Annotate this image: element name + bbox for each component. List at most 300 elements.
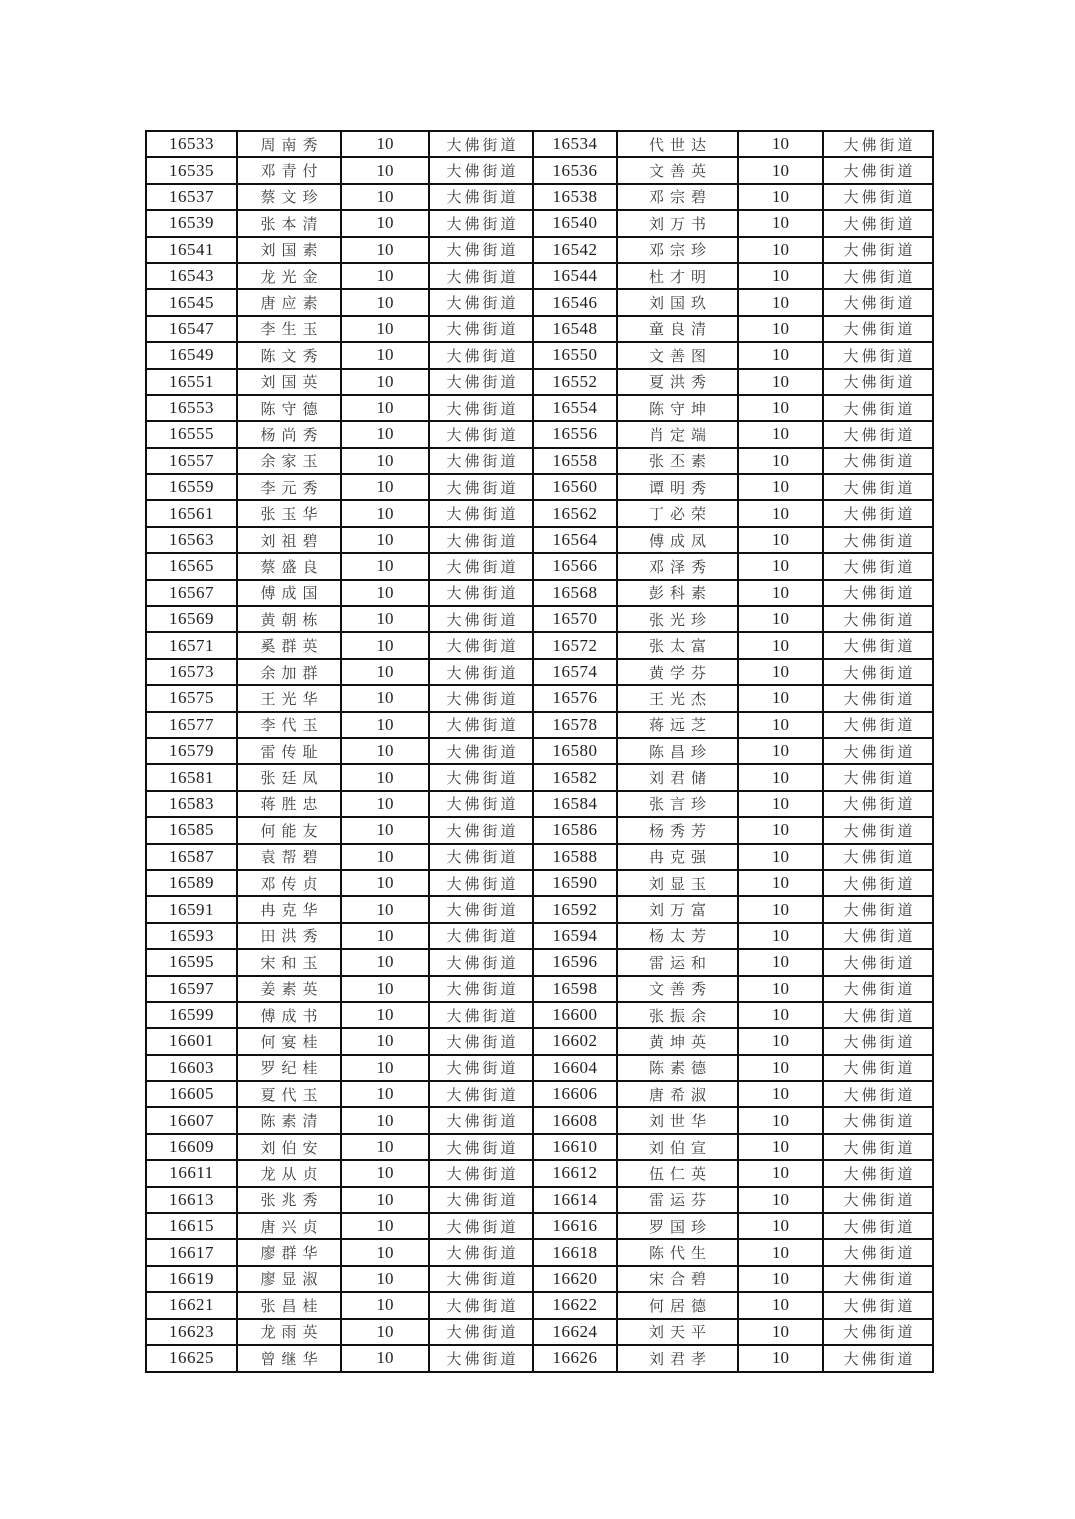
member-name-cell: 蒋远芝: [617, 712, 738, 738]
member-id-cell: 16584: [533, 791, 617, 817]
street-cell: 大佛街道: [823, 1134, 933, 1160]
member-name-cell: 杨太芳: [617, 923, 738, 949]
member-name-cell: 杨秀芳: [617, 817, 738, 843]
score-cell: 10: [341, 896, 429, 922]
member-name-cell: 刘国英: [237, 369, 341, 395]
member-id-cell: 16569: [146, 606, 237, 632]
member-name-cell: 冉克华: [237, 896, 341, 922]
member-id-cell: 16583: [146, 791, 237, 817]
table-row: [146, 870, 933, 896]
score-cell: 10: [341, 1002, 429, 1028]
member-name-cell: 陈代生: [617, 1239, 738, 1265]
member-id-cell: 16572: [533, 632, 617, 658]
member-id-cell: 16554: [533, 395, 617, 421]
member-id-cell: 16595: [146, 949, 237, 975]
member-id-cell: 16580: [533, 738, 617, 764]
score-cell: 10: [341, 738, 429, 764]
score-cell: 10: [738, 632, 823, 658]
score-cell: 10: [738, 527, 823, 553]
street-cell: 大佛街道: [429, 395, 533, 421]
score-cell: 10: [738, 1292, 823, 1318]
street-cell: 大佛街道: [823, 685, 933, 711]
score-cell: 10: [738, 817, 823, 843]
street-cell: 大佛街道: [823, 1239, 933, 1265]
member-id-cell: 16575: [146, 685, 237, 711]
table-row: [146, 1160, 933, 1186]
member-id-cell: 16599: [146, 1002, 237, 1028]
score-cell: 10: [738, 1345, 823, 1372]
street-cell: 大佛街道: [823, 1002, 933, 1028]
street-cell: 大佛街道: [823, 1187, 933, 1213]
member-id-cell: 16623: [146, 1319, 237, 1345]
street-cell: 大佛街道: [429, 632, 533, 658]
member-name-cell: 邓传贞: [237, 870, 341, 896]
score-cell: 10: [738, 896, 823, 922]
table-row: [146, 659, 933, 685]
street-cell: 大佛街道: [823, 500, 933, 526]
member-id-cell: 16540: [533, 210, 617, 236]
member-name-cell: 李代玉: [237, 712, 341, 738]
member-id-cell: 16622: [533, 1292, 617, 1318]
score-cell: 10: [341, 1239, 429, 1265]
member-name-cell: 夏洪秀: [617, 369, 738, 395]
street-cell: 大佛街道: [823, 632, 933, 658]
score-cell: 10: [738, 1107, 823, 1133]
member-name-cell: 张廷凤: [237, 764, 341, 790]
table-row: [146, 316, 933, 342]
member-name-cell: 龙从贞: [237, 1160, 341, 1186]
street-cell: 大佛街道: [429, 870, 533, 896]
member-name-cell: 黄朝栋: [237, 606, 341, 632]
street-cell: 大佛街道: [429, 1107, 533, 1133]
street-cell: 大佛街道: [823, 844, 933, 870]
street-cell: 大佛街道: [429, 817, 533, 843]
member-id-cell: 16590: [533, 870, 617, 896]
score-cell: 10: [738, 1081, 823, 1107]
score-cell: 10: [341, 1107, 429, 1133]
street-cell: 大佛街道: [823, 131, 933, 157]
score-cell: 10: [738, 1239, 823, 1265]
score-cell: 10: [341, 1028, 429, 1054]
member-id-cell: 16588: [533, 844, 617, 870]
table-row: [146, 500, 933, 526]
member-id-cell: 16582: [533, 764, 617, 790]
member-name-cell: 傅成书: [237, 1002, 341, 1028]
street-cell: 大佛街道: [823, 448, 933, 474]
street-cell: 大佛街道: [823, 923, 933, 949]
score-cell: 10: [738, 1028, 823, 1054]
member-name-cell: 刘显玉: [617, 870, 738, 896]
score-cell: 10: [341, 1213, 429, 1239]
score-cell: 10: [738, 764, 823, 790]
member-name-cell: 王光华: [237, 685, 341, 711]
street-cell: 大佛街道: [429, 263, 533, 289]
street-cell: 大佛街道: [823, 1266, 933, 1292]
street-cell: 大佛街道: [823, 1345, 933, 1372]
member-id-cell: 16543: [146, 263, 237, 289]
member-id-cell: 16617: [146, 1239, 237, 1265]
member-id-cell: 16601: [146, 1028, 237, 1054]
table-row: [146, 553, 933, 579]
score-cell: 10: [738, 844, 823, 870]
member-name-cell: 田洪秀: [237, 923, 341, 949]
street-cell: 大佛街道: [823, 791, 933, 817]
member-name-cell: 龙光金: [237, 263, 341, 289]
score-cell: 10: [341, 1187, 429, 1213]
table-row: [146, 1028, 933, 1054]
member-name-cell: 冉克强: [617, 844, 738, 870]
member-name-cell: 杨尚秀: [237, 421, 341, 447]
member-name-cell: 童良清: [617, 316, 738, 342]
member-id-cell: 16564: [533, 527, 617, 553]
score-cell: 10: [738, 923, 823, 949]
member-name-cell: 文善英: [617, 157, 738, 183]
street-cell: 大佛街道: [823, 157, 933, 183]
street-cell: 大佛街道: [429, 157, 533, 183]
member-id-cell: 16604: [533, 1055, 617, 1081]
table-row: [146, 764, 933, 790]
score-cell: 10: [738, 500, 823, 526]
score-cell: 10: [341, 448, 429, 474]
street-cell: 大佛街道: [429, 1345, 533, 1372]
street-cell: 大佛街道: [429, 1002, 533, 1028]
score-cell: 10: [738, 712, 823, 738]
member-name-cell: 傅成国: [237, 580, 341, 606]
member-id-cell: 16620: [533, 1266, 617, 1292]
member-name-cell: 刘君孝: [617, 1345, 738, 1372]
street-cell: 大佛街道: [429, 1239, 533, 1265]
member-name-cell: 谭明秀: [617, 474, 738, 500]
member-name-cell: 代世达: [617, 131, 738, 157]
member-name-cell: 张玉华: [237, 500, 341, 526]
score-cell: 10: [738, 263, 823, 289]
table-row: [146, 606, 933, 632]
score-cell: 10: [341, 949, 429, 975]
score-cell: 10: [738, 659, 823, 685]
table-row: [146, 685, 933, 711]
street-cell: 大佛街道: [823, 976, 933, 1002]
street-cell: 大佛街道: [823, 580, 933, 606]
member-name-cell: 陈素清: [237, 1107, 341, 1133]
score-cell: 10: [738, 606, 823, 632]
member-name-cell: 余家玉: [237, 448, 341, 474]
member-name-cell: 张振余: [617, 1002, 738, 1028]
member-id-cell: 16603: [146, 1055, 237, 1081]
table-row: [146, 1266, 933, 1292]
score-cell: 10: [341, 659, 429, 685]
score-cell: 10: [341, 844, 429, 870]
score-cell: 10: [341, 474, 429, 500]
member-id-cell: 16616: [533, 1213, 617, 1239]
member-name-cell: 张丕素: [617, 448, 738, 474]
street-cell: 大佛街道: [823, 1213, 933, 1239]
member-name-cell: 彭科素: [617, 580, 738, 606]
member-name-cell: 罗国珍: [617, 1213, 738, 1239]
member-name-cell: 丁必荣: [617, 500, 738, 526]
member-name-cell: 余加群: [237, 659, 341, 685]
member-id-cell: 16625: [146, 1345, 237, 1372]
score-cell: 10: [341, 1292, 429, 1318]
street-cell: 大佛街道: [429, 685, 533, 711]
member-name-cell: 李生玉: [237, 316, 341, 342]
street-cell: 大佛街道: [429, 342, 533, 368]
score-cell: 10: [738, 1187, 823, 1213]
member-id-cell: 16573: [146, 659, 237, 685]
member-id-cell: 16574: [533, 659, 617, 685]
street-cell: 大佛街道: [429, 1213, 533, 1239]
member-name-cell: 李元秀: [237, 474, 341, 500]
member-id-cell: 16557: [146, 448, 237, 474]
member-name-cell: 周南秀: [237, 131, 341, 157]
street-cell: 大佛街道: [823, 1292, 933, 1318]
member-name-cell: 张兆秀: [237, 1187, 341, 1213]
score-cell: 10: [738, 289, 823, 315]
member-id-cell: 16546: [533, 289, 617, 315]
street-cell: 大佛街道: [429, 1319, 533, 1345]
score-cell: 10: [341, 157, 429, 183]
score-cell: 10: [341, 580, 429, 606]
table-row: [146, 1213, 933, 1239]
member-name-cell: 廖显淑: [237, 1266, 341, 1292]
street-cell: 大佛街道: [823, 263, 933, 289]
score-cell: 10: [341, 1134, 429, 1160]
street-cell: 大佛街道: [823, 237, 933, 263]
member-id-cell: 16611: [146, 1160, 237, 1186]
member-id-cell: 16548: [533, 316, 617, 342]
street-cell: 大佛街道: [823, 659, 933, 685]
table-row: [146, 923, 933, 949]
member-name-cell: 张本清: [237, 210, 341, 236]
score-cell: 10: [738, 342, 823, 368]
table-row: [146, 289, 933, 315]
street-cell: 大佛街道: [823, 949, 933, 975]
street-cell: 大佛街道: [429, 1055, 533, 1081]
score-cell: 10: [341, 237, 429, 263]
member-name-cell: 文善图: [617, 342, 738, 368]
member-name-cell: 刘万书: [617, 210, 738, 236]
table-row: [146, 1345, 933, 1372]
member-name-cell: 曾继华: [237, 1345, 341, 1372]
score-cell: 10: [738, 1134, 823, 1160]
member-id-cell: 16586: [533, 817, 617, 843]
table-row: [146, 1187, 933, 1213]
street-cell: 大佛街道: [823, 289, 933, 315]
street-cell: 大佛街道: [823, 474, 933, 500]
score-cell: 10: [341, 923, 429, 949]
table-row: [146, 421, 933, 447]
member-id-cell: 16547: [146, 316, 237, 342]
member-name-cell: 刘君储: [617, 764, 738, 790]
score-cell: 10: [738, 1055, 823, 1081]
member-name-cell: 邓宗珍: [617, 237, 738, 263]
member-name-cell: 雷传耻: [237, 738, 341, 764]
score-cell: 10: [738, 369, 823, 395]
table-row: [146, 738, 933, 764]
score-cell: 10: [341, 500, 429, 526]
score-cell: 10: [738, 580, 823, 606]
member-id-cell: 16570: [533, 606, 617, 632]
score-cell: 10: [738, 157, 823, 183]
member-id-cell: 16551: [146, 369, 237, 395]
member-id-cell: 16602: [533, 1028, 617, 1054]
member-name-cell: 刘万富: [617, 896, 738, 922]
score-cell: 10: [738, 210, 823, 236]
member-id-cell: 16608: [533, 1107, 617, 1133]
member-id-cell: 16571: [146, 632, 237, 658]
street-cell: 大佛街道: [429, 606, 533, 632]
member-name-cell: 唐兴贞: [237, 1213, 341, 1239]
table-row: [146, 395, 933, 421]
table-row: [146, 237, 933, 263]
member-id-cell: 16578: [533, 712, 617, 738]
street-cell: 大佛街道: [429, 500, 533, 526]
member-name-cell: 文善秀: [617, 976, 738, 1002]
street-cell: 大佛街道: [823, 817, 933, 843]
score-cell: 10: [738, 1160, 823, 1186]
table-row: [146, 1239, 933, 1265]
street-cell: 大佛街道: [429, 791, 533, 817]
member-name-cell: 刘天平: [617, 1319, 738, 1345]
score-cell: 10: [341, 184, 429, 210]
score-cell: 10: [341, 685, 429, 711]
street-cell: 大佛街道: [429, 1160, 533, 1186]
member-name-cell: 廖群华: [237, 1239, 341, 1265]
street-cell: 大佛街道: [429, 421, 533, 447]
street-cell: 大佛街道: [429, 237, 533, 263]
member-id-cell: 16555: [146, 421, 237, 447]
table-row: [146, 949, 933, 975]
street-cell: 大佛街道: [429, 580, 533, 606]
score-cell: 10: [341, 210, 429, 236]
street-cell: 大佛街道: [823, 184, 933, 210]
member-name-cell: 雷运和: [617, 949, 738, 975]
member-id-cell: 16591: [146, 896, 237, 922]
member-id-cell: 16609: [146, 1134, 237, 1160]
member-name-cell: 傅成凤: [617, 527, 738, 553]
street-cell: 大佛街道: [429, 976, 533, 1002]
member-name-cell: 邓泽秀: [617, 553, 738, 579]
score-cell: 10: [738, 474, 823, 500]
score-cell: 10: [341, 395, 429, 421]
street-cell: 大佛街道: [429, 764, 533, 790]
street-cell: 大佛街道: [823, 527, 933, 553]
score-cell: 10: [341, 1319, 429, 1345]
street-cell: 大佛街道: [429, 1081, 533, 1107]
member-id-cell: 16589: [146, 870, 237, 896]
score-cell: 10: [341, 791, 429, 817]
member-name-cell: 王光杰: [617, 685, 738, 711]
table-row: [146, 712, 933, 738]
member-name-cell: 宋合碧: [617, 1266, 738, 1292]
score-cell: 10: [738, 237, 823, 263]
member-id-cell: 16585: [146, 817, 237, 843]
member-id-cell: 16561: [146, 500, 237, 526]
member-name-cell: 张昌桂: [237, 1292, 341, 1318]
member-name-cell: 龙雨英: [237, 1319, 341, 1345]
score-cell: 10: [738, 976, 823, 1002]
member-name-cell: 张光珍: [617, 606, 738, 632]
table-row: [146, 580, 933, 606]
street-cell: 大佛街道: [429, 844, 533, 870]
table-row: [146, 1319, 933, 1345]
member-id-cell: 16610: [533, 1134, 617, 1160]
table-row: [146, 844, 933, 870]
member-name-cell: 邓宗碧: [617, 184, 738, 210]
member-id-cell: 16618: [533, 1239, 617, 1265]
score-cell: 10: [738, 421, 823, 447]
member-id-cell: 16549: [146, 342, 237, 368]
member-id-cell: 16615: [146, 1213, 237, 1239]
street-cell: 大佛街道: [429, 474, 533, 500]
street-cell: 大佛街道: [429, 210, 533, 236]
score-cell: 10: [738, 448, 823, 474]
table-row: [146, 263, 933, 289]
member-name-cell: 刘国素: [237, 237, 341, 263]
table-row: [146, 184, 933, 210]
score-cell: 10: [341, 712, 429, 738]
member-id-cell: 16553: [146, 395, 237, 421]
member-name-cell: 刘国玖: [617, 289, 738, 315]
score-cell: 10: [738, 1266, 823, 1292]
member-id-cell: 16592: [533, 896, 617, 922]
member-name-cell: 蔡文珍: [237, 184, 341, 210]
member-id-cell: 16594: [533, 923, 617, 949]
score-cell: 10: [738, 791, 823, 817]
street-cell: 大佛街道: [823, 896, 933, 922]
member-name-cell: 陈昌珍: [617, 738, 738, 764]
member-name-cell: 刘祖碧: [237, 527, 341, 553]
street-cell: 大佛街道: [429, 1266, 533, 1292]
member-name-cell: 邓青付: [237, 157, 341, 183]
member-name-cell: 肖定端: [617, 421, 738, 447]
member-id-cell: 16550: [533, 342, 617, 368]
member-id-cell: 16597: [146, 976, 237, 1002]
street-cell: 大佛街道: [823, 369, 933, 395]
street-cell: 大佛街道: [823, 421, 933, 447]
street-cell: 大佛街道: [429, 896, 533, 922]
score-cell: 10: [341, 632, 429, 658]
score-cell: 10: [738, 738, 823, 764]
street-cell: 大佛街道: [823, 1107, 933, 1133]
member-id-cell: 16559: [146, 474, 237, 500]
street-cell: 大佛街道: [429, 184, 533, 210]
member-id-cell: 16605: [146, 1081, 237, 1107]
table-row: [146, 210, 933, 236]
street-cell: 大佛街道: [429, 1028, 533, 1054]
street-cell: 大佛街道: [429, 369, 533, 395]
street-cell: 大佛街道: [823, 1160, 933, 1186]
member-id-cell: 16563: [146, 527, 237, 553]
score-cell: 10: [341, 553, 429, 579]
member-id-cell: 16534: [533, 131, 617, 157]
score-cell: 10: [738, 316, 823, 342]
member-name-cell: 何能友: [237, 817, 341, 843]
street-cell: 大佛街道: [429, 1134, 533, 1160]
table-row: [146, 791, 933, 817]
member-id-cell: 16598: [533, 976, 617, 1002]
street-cell: 大佛街道: [429, 131, 533, 157]
member-id-cell: 16558: [533, 448, 617, 474]
member-id-cell: 16581: [146, 764, 237, 790]
table-row: [146, 817, 933, 843]
member-name-cell: 袁帮碧: [237, 844, 341, 870]
score-cell: 10: [341, 342, 429, 368]
member-name-cell: 姜素英: [237, 976, 341, 1002]
street-cell: 大佛街道: [429, 553, 533, 579]
member-name-cell: 蔡盛良: [237, 553, 341, 579]
member-id-cell: 16626: [533, 1345, 617, 1372]
member-name-cell: 唐希淑: [617, 1081, 738, 1107]
